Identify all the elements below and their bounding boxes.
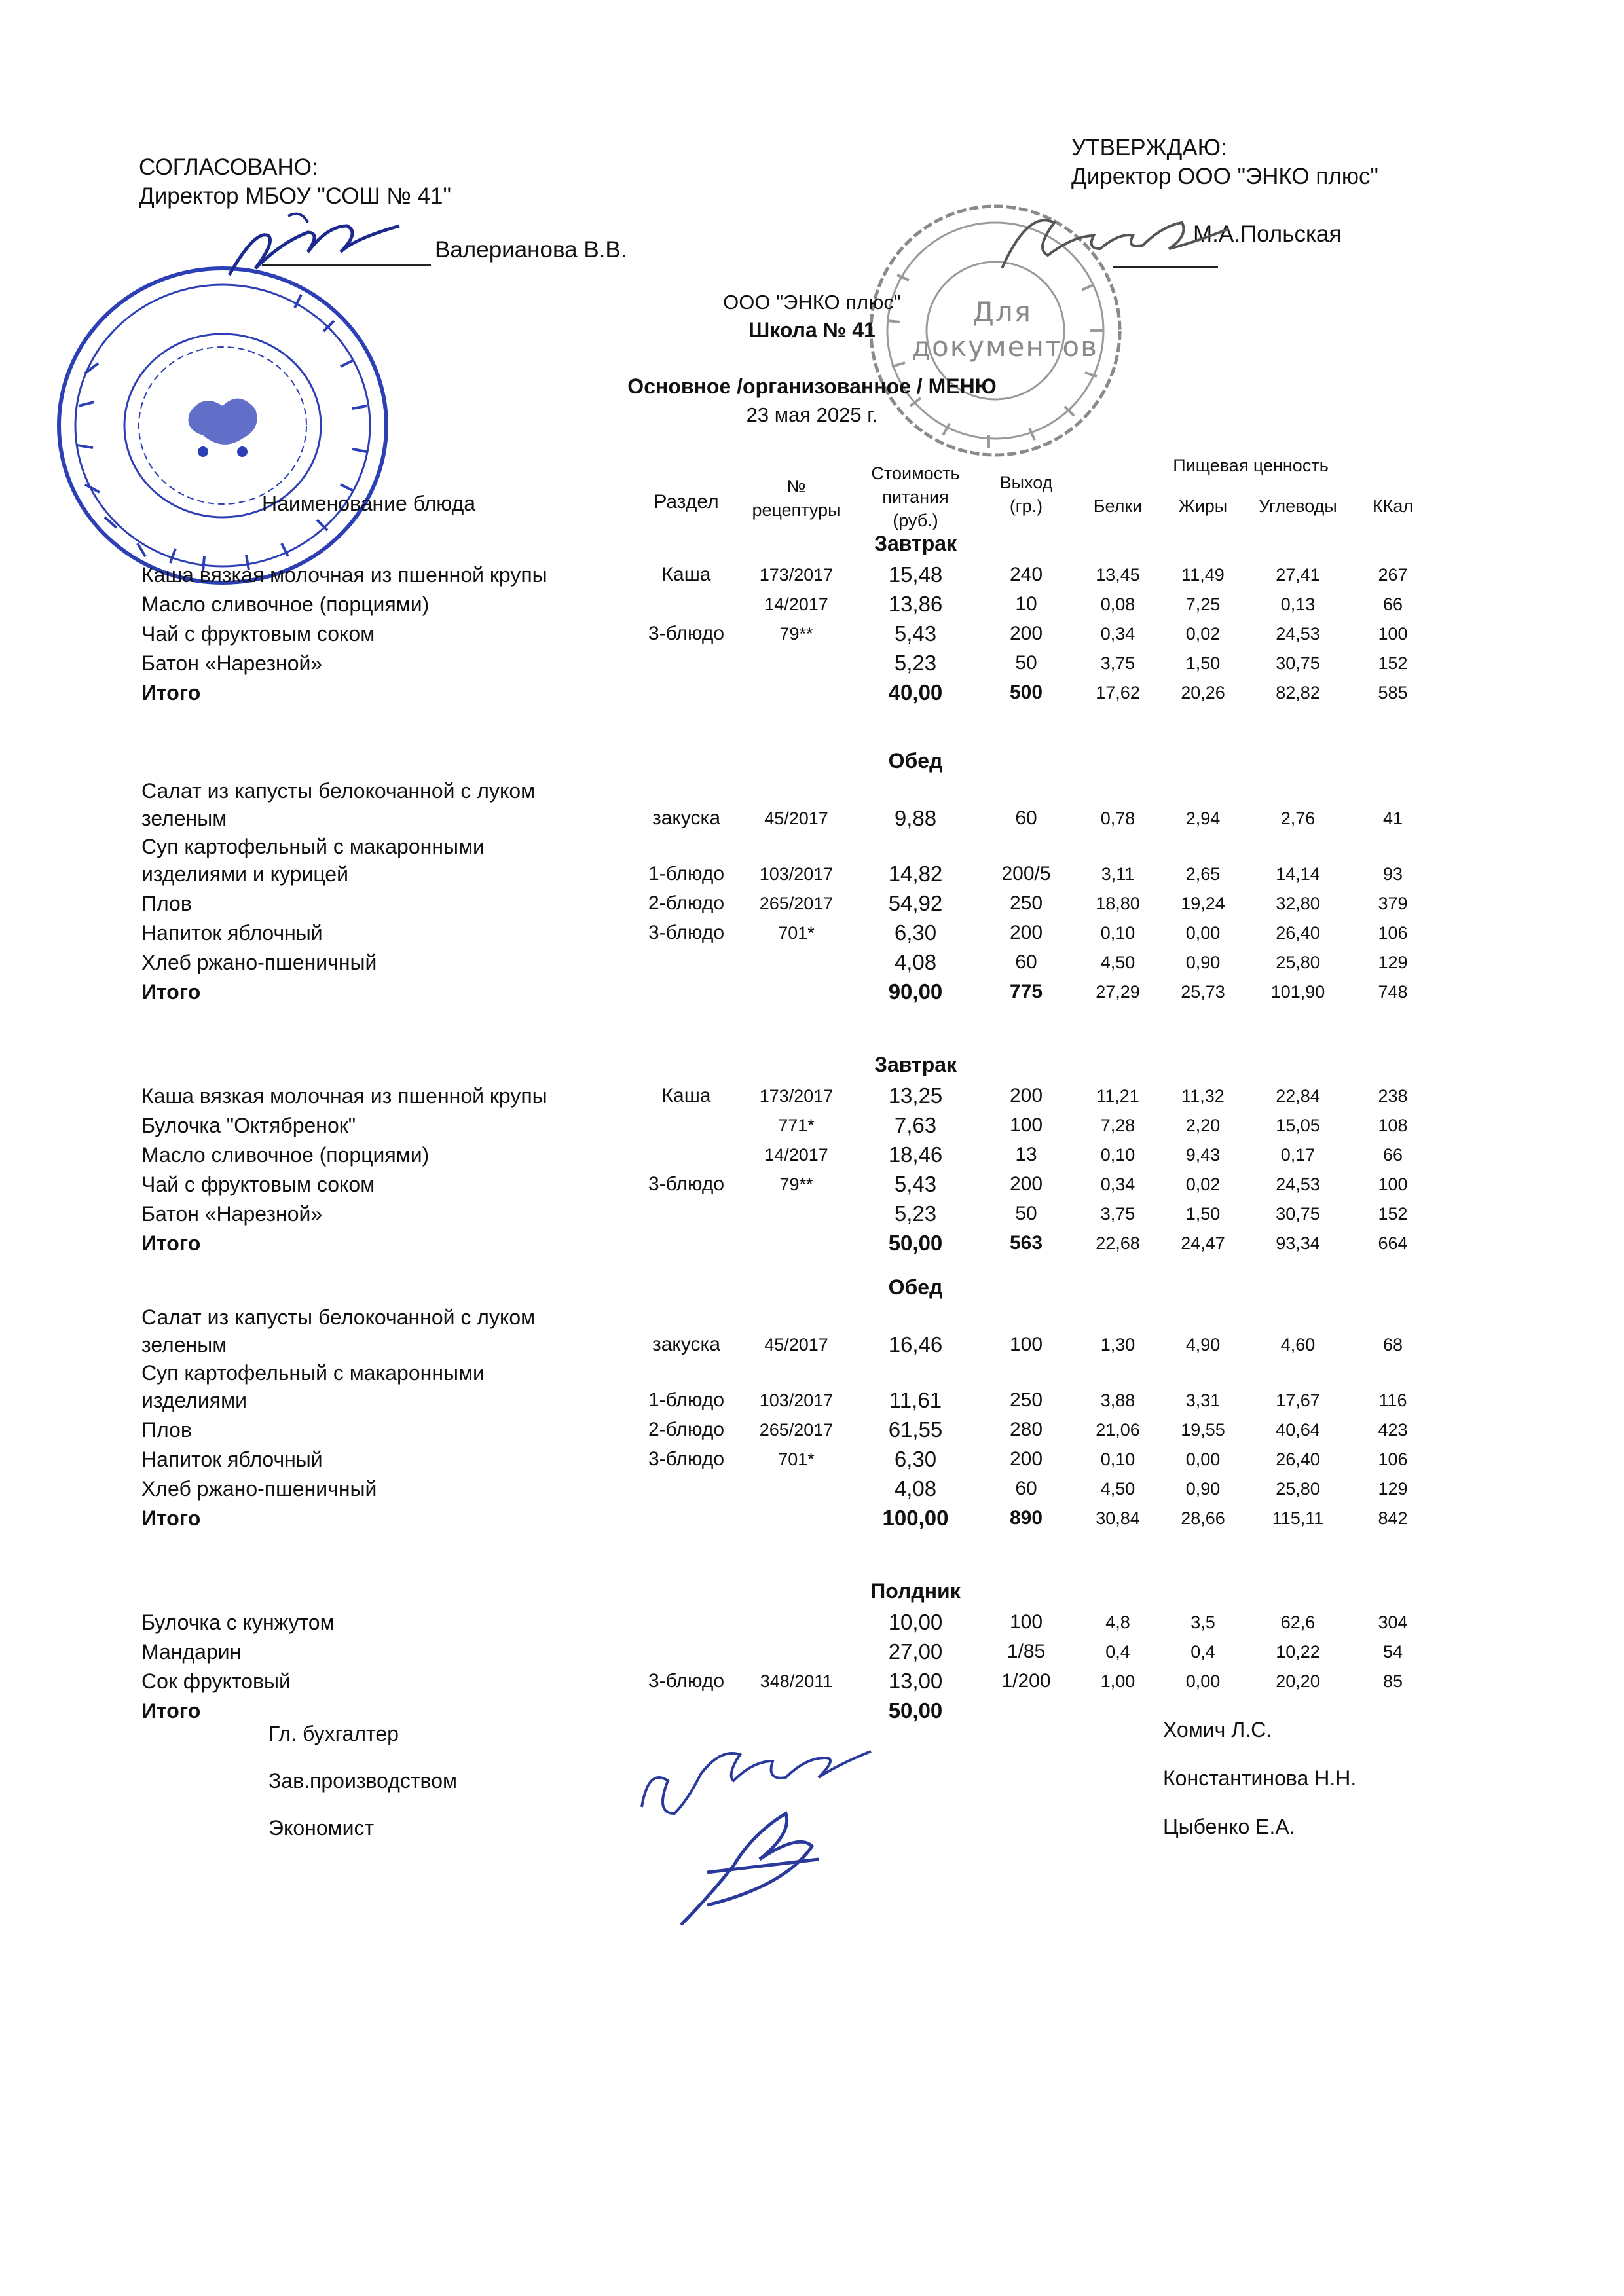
dish-row <box>0 1608 1624 1637</box>
cell-output: 240 <box>1009 564 1043 585</box>
dish-name: Напиток яблочный <box>141 921 323 945</box>
cell-fat: 9,43 <box>1185 1145 1221 1165</box>
cell-cost: 54,92 <box>888 891 943 915</box>
col-header-output-2: (гр.) <box>1009 496 1043 516</box>
cell-carbs: 82,82 <box>1276 683 1320 702</box>
dish-name: изделиями и курицей <box>141 862 348 886</box>
cell-kcal: 68 <box>1382 1335 1403 1355</box>
footer-name-economist: Цыбенко Е.А. <box>1163 1815 1295 1838</box>
cell-protein: 7,28 <box>1100 1116 1135 1135</box>
cell-kcal: 304 <box>1378 1613 1408 1632</box>
cell-protein: 0,78 <box>1100 809 1135 828</box>
cell-output: 100 <box>1009 1611 1043 1633</box>
dish-name-line1: Суп картофельный с макаронными <box>141 1361 485 1385</box>
cell-cost: 40,00 <box>888 680 943 704</box>
cell-output: 563 <box>1009 1232 1043 1254</box>
cell-cost: 5,43 <box>894 621 937 646</box>
dish-row <box>0 1082 1624 1110</box>
cell-output: 13 <box>1015 1144 1037 1165</box>
cell-fat: 3,31 <box>1185 1391 1221 1410</box>
cell-recipe: 265/2017 <box>759 1420 834 1440</box>
company-stamp-text-2: документов <box>912 331 1098 363</box>
cell-protein: 11,21 <box>1096 1086 1139 1106</box>
cell-section: 3-блюдо <box>648 623 725 644</box>
cell-kcal: 748 <box>1378 982 1408 1002</box>
director-signature-left <box>216 196 439 295</box>
cell-output: 1/200 <box>1001 1670 1051 1692</box>
cell-protein: 4,8 <box>1105 1613 1130 1632</box>
cell-recipe: 45/2017 <box>764 1335 828 1355</box>
cell-protein: 3,75 <box>1100 1204 1135 1224</box>
cell-section: 1-блюдо <box>648 863 725 884</box>
cell-cost: 100,00 <box>882 1506 949 1530</box>
dish-row <box>0 1361 1624 1415</box>
cell-section: закуска <box>652 1334 721 1355</box>
meal-section-title: Обед <box>888 749 943 773</box>
cell-protein: 1,00 <box>1100 1671 1135 1691</box>
meal-section-title: Завтрак <box>874 1053 957 1076</box>
cell-output: 60 <box>1015 807 1037 829</box>
cell-carbs: 62,6 <box>1280 1613 1316 1632</box>
cell-recipe: 265/2017 <box>759 894 834 913</box>
dish-row <box>0 1667 1624 1696</box>
cell-kcal: 585 <box>1378 683 1408 702</box>
cell-cost: 5,23 <box>894 651 937 675</box>
cell-cost: 13,00 <box>888 1669 943 1693</box>
footer-name-accountant: Хомич Л.С. <box>1163 1718 1272 1741</box>
dish-name: Каша вязкая молочная из пшенной крупы <box>141 1084 547 1108</box>
cell-recipe: 701* <box>778 1449 815 1469</box>
cell-carbs: 93,34 <box>1276 1233 1320 1253</box>
dish-row <box>0 1305 1624 1359</box>
meal-section-title: Обед <box>888 1275 943 1299</box>
cell-output: 500 <box>1009 682 1043 703</box>
cell-fat: 0,90 <box>1185 1479 1221 1499</box>
cell-fat: 11,32 <box>1181 1086 1225 1106</box>
cell-fat: 0,90 <box>1185 953 1221 972</box>
cell-output: 60 <box>1015 951 1037 973</box>
dish-row <box>0 948 1624 977</box>
cell-carbs: 10,22 <box>1276 1642 1320 1662</box>
dish-row <box>0 779 1624 833</box>
total-label: Итого <box>141 681 201 704</box>
cell-carbs: 14,14 <box>1276 864 1320 884</box>
cell-protein: 0,10 <box>1100 923 1135 943</box>
cell-fat: 0,02 <box>1185 1175 1221 1194</box>
cell-recipe: 45/2017 <box>764 809 828 828</box>
cell-cost: 14,82 <box>888 862 943 886</box>
col-header-name: Наименование блюда <box>262 492 476 515</box>
cell-section: 2-блюдо <box>648 892 725 914</box>
cell-fat: 2,20 <box>1185 1116 1221 1135</box>
cell-output: 50 <box>1015 652 1037 674</box>
meal-section-title: Завтрак <box>874 532 957 555</box>
menu-date: 23 мая 2025 г. <box>746 403 878 426</box>
footer-role-economist: Экономист <box>268 1816 375 1840</box>
menu-title: Основное /организованное / МЕНЮ <box>627 374 997 398</box>
cell-fat: 0,00 <box>1185 1671 1221 1691</box>
cell-cost: 6,30 <box>894 1447 937 1471</box>
dish-name: Булочка с кунжутом <box>141 1611 335 1634</box>
dish-row <box>0 889 1624 918</box>
cell-cost: 16,46 <box>888 1332 943 1357</box>
cell-carbs: 15,05 <box>1276 1116 1320 1135</box>
cell-cost: 13,86 <box>888 592 943 616</box>
dish-name: Чай с фруктовым соком <box>141 622 375 646</box>
dish-name: изделиями <box>141 1389 247 1412</box>
cell-recipe: 173/2017 <box>759 565 834 585</box>
cell-output: 10 <box>1015 593 1037 615</box>
cell-cost: 50,00 <box>888 1231 943 1255</box>
meal-section-title: Полдник <box>870 1579 961 1603</box>
total-label: Итого <box>141 980 201 1004</box>
cell-kcal: 66 <box>1382 1145 1403 1165</box>
cell-cost: 15,48 <box>888 562 943 587</box>
cell-output: 100 <box>1009 1334 1043 1355</box>
cell-output: 100 <box>1009 1114 1043 1136</box>
col-header-carbs: Углеводы <box>1259 496 1337 516</box>
footer-role-production: Зав.производством <box>268 1769 457 1793</box>
cell-kcal: 108 <box>1378 1116 1408 1135</box>
cell-section: закуска <box>652 807 721 829</box>
cell-recipe: 79** <box>779 624 813 644</box>
dish-name: Булочка "Октябренок" <box>141 1114 356 1137</box>
dish-name-line1: Салат из капусты белокочанной с луком <box>141 1305 536 1329</box>
dish-name: зеленым <box>141 1333 227 1357</box>
cell-carbs: 25,80 <box>1276 1479 1320 1499</box>
total-row <box>0 1229 1624 1258</box>
cell-kcal: 54 <box>1382 1642 1403 1662</box>
cell-carbs: 101,90 <box>1270 982 1325 1002</box>
total-row <box>0 977 1624 1006</box>
cell-section: 3-блюдо <box>648 1670 725 1692</box>
cell-fat: 3,5 <box>1190 1613 1215 1632</box>
col-header-cost-3: (руб.) <box>893 511 938 530</box>
cell-fat: 25,73 <box>1181 982 1225 1002</box>
cell-recipe: 348/2011 <box>760 1671 833 1691</box>
dish-name: Плов <box>141 892 192 915</box>
cell-fat: 4,90 <box>1185 1335 1221 1355</box>
dish-row <box>0 1474 1624 1503</box>
cell-section: 1-блюдо <box>648 1389 725 1411</box>
cell-carbs: 32,80 <box>1276 894 1320 913</box>
cell-kcal: 66 <box>1382 594 1403 614</box>
col-header-recipe-1: № <box>786 477 806 496</box>
cell-cost: 10,00 <box>888 1610 943 1634</box>
col-header-output-1: Выход <box>999 473 1053 492</box>
approval-right-role: Директор ООО "ЭНКО плюс" <box>1071 164 1378 189</box>
total-row <box>0 678 1624 707</box>
cell-cost: 5,43 <box>894 1172 937 1196</box>
cell-fat: 0,02 <box>1185 624 1221 644</box>
cell-cost: 5,23 <box>894 1201 937 1226</box>
col-header-section: Раздел <box>654 491 719 513</box>
cell-cost: 9,88 <box>894 806 937 830</box>
dish-row <box>0 649 1624 678</box>
dish-name: Батон «Нарезной» <box>141 1202 323 1226</box>
approval-left-title: СОГЛАСОВАНО: <box>139 155 318 180</box>
dish-row <box>0 835 1624 888</box>
cell-output: 250 <box>1009 892 1043 914</box>
dish-row <box>0 619 1624 648</box>
cell-carbs: 17,67 <box>1276 1391 1320 1410</box>
cell-section: 3-блюдо <box>648 922 725 943</box>
approval-right-name: М.А.Польская <box>1193 221 1342 247</box>
cell-cost: 4,08 <box>894 950 937 974</box>
cell-output: 200 <box>1009 922 1043 943</box>
dish-row <box>0 1199 1624 1228</box>
cell-protein: 0,4 <box>1105 1642 1130 1662</box>
cell-recipe: 79** <box>779 1175 813 1194</box>
col-header-cost-1: Стоимость <box>871 464 960 483</box>
dish-name: Каша вязкая молочная из пшенной крупы <box>141 563 547 587</box>
cell-output: 50 <box>1015 1203 1037 1224</box>
cell-protein: 0,34 <box>1100 1175 1135 1194</box>
cell-protein: 3,11 <box>1101 864 1135 884</box>
dish-row <box>0 560 1624 589</box>
cell-carbs: 26,40 <box>1276 923 1320 943</box>
dish-row <box>0 919 1624 947</box>
cell-recipe: 771* <box>778 1116 815 1135</box>
cell-protein: 0,08 <box>1100 594 1135 614</box>
cell-kcal: 100 <box>1378 1175 1408 1194</box>
approval-left-name: Валерианова В.В. <box>435 237 627 263</box>
dish-name: зеленым <box>141 807 227 830</box>
cell-carbs: 2,76 <box>1280 809 1316 828</box>
dish-row <box>0 1170 1624 1199</box>
cell-section: Каша <box>661 1085 711 1106</box>
cell-output: 775 <box>1009 981 1043 1002</box>
approval-left-role: Директор МБОУ "СОШ № 41" <box>139 183 451 209</box>
cell-section: 2-блюдо <box>648 1419 725 1440</box>
cell-fat: 2,65 <box>1185 864 1221 884</box>
dish-name: Хлеб ржано-пшеничный <box>141 1477 377 1501</box>
cell-protein: 21,06 <box>1096 1420 1140 1440</box>
cell-protein: 18,80 <box>1096 894 1140 913</box>
total-row <box>0 1696 1624 1725</box>
dish-name: Батон «Нарезной» <box>141 651 323 675</box>
cell-fat: 28,66 <box>1181 1508 1225 1528</box>
col-header-nutrition: Пищевая ценность <box>1173 456 1329 475</box>
cell-fat: 11,49 <box>1181 565 1225 585</box>
cell-protein: 0,34 <box>1100 624 1135 644</box>
dish-name: Масло сливочное (порциями) <box>141 1143 430 1167</box>
cell-cost: 11,61 <box>889 1388 942 1412</box>
cell-carbs: 24,53 <box>1276 1175 1320 1194</box>
cell-output: 200 <box>1009 1085 1043 1106</box>
cell-fat: 2,94 <box>1185 809 1221 828</box>
dish-name: Масло сливочное (порциями) <box>141 592 430 616</box>
cell-kcal: 267 <box>1378 565 1408 585</box>
school-name: Школа № 41 <box>748 318 876 342</box>
company-name: ООО "ЭНКО плюс" <box>723 291 901 314</box>
cell-output: 1/85 <box>1006 1641 1046 1662</box>
cell-protein: 4,50 <box>1100 953 1135 972</box>
cell-recipe: 173/2017 <box>759 1086 834 1106</box>
cell-carbs: 4,60 <box>1280 1335 1316 1355</box>
cell-carbs: 20,20 <box>1276 1671 1320 1691</box>
cell-cost: 7,63 <box>894 1113 937 1137</box>
cell-kcal: 238 <box>1378 1086 1408 1106</box>
cell-fat: 0,4 <box>1190 1642 1215 1662</box>
footer-name-production: Константинова Н.Н. <box>1163 1766 1357 1790</box>
cell-carbs: 30,75 <box>1276 653 1320 673</box>
cell-output: 200/5 <box>1001 863 1051 884</box>
cell-kcal: 100 <box>1378 624 1408 644</box>
cell-protein: 4,50 <box>1100 1479 1135 1499</box>
total-label: Итого <box>141 1231 201 1255</box>
cell-kcal: 85 <box>1382 1671 1403 1691</box>
cell-section: Каша <box>661 564 711 585</box>
col-header-cost-2: питания <box>882 487 949 507</box>
cell-cost: 61,55 <box>888 1417 943 1442</box>
dish-name-line1: Суп картофельный с макаронными <box>141 835 485 858</box>
dish-name: Мандарин <box>141 1640 242 1664</box>
cell-carbs: 22,84 <box>1276 1086 1320 1106</box>
cell-kcal: 152 <box>1378 1204 1408 1224</box>
cell-recipe: 14/2017 <box>764 594 828 614</box>
cell-recipe: 103/2017 <box>759 1391 834 1410</box>
dish-row <box>0 1140 1624 1169</box>
cell-fat: 19,55 <box>1181 1420 1225 1440</box>
cell-fat: 1,50 <box>1185 1204 1221 1224</box>
dish-name: Чай с фруктовым соком <box>141 1173 375 1196</box>
cell-section: 3-блюдо <box>648 1173 725 1195</box>
cell-section: 3-блюдо <box>648 1448 725 1470</box>
cell-output: 280 <box>1009 1419 1043 1440</box>
cell-fat: 1,50 <box>1185 653 1221 673</box>
director-signature-right <box>982 196 1257 282</box>
total-label: Итого <box>141 1699 201 1722</box>
cell-fat: 20,26 <box>1181 683 1225 702</box>
cell-carbs: 24,53 <box>1276 624 1320 644</box>
cell-protein: 30,84 <box>1096 1508 1140 1528</box>
cell-cost: 6,30 <box>894 920 937 945</box>
cell-protein: 22,68 <box>1096 1233 1140 1253</box>
dish-name-line1: Салат из капусты белокочанной с луком <box>141 779 536 803</box>
cell-kcal: 842 <box>1378 1508 1408 1528</box>
cell-protein: 0,10 <box>1100 1449 1135 1469</box>
total-label: Итого <box>141 1506 201 1530</box>
cell-kcal: 129 <box>1378 953 1408 972</box>
cell-output: 60 <box>1015 1478 1037 1499</box>
cell-carbs: 26,40 <box>1276 1449 1320 1469</box>
col-header-protein: Белки <box>1093 496 1143 516</box>
dish-name: Хлеб ржано-пшеничный <box>141 951 377 974</box>
cell-kcal: 379 <box>1378 894 1408 913</box>
cell-fat: 7,25 <box>1185 594 1221 614</box>
cell-carbs: 25,80 <box>1276 953 1320 972</box>
approval-right-title: УТВЕРЖДАЮ: <box>1071 135 1227 160</box>
cell-carbs: 115,11 <box>1272 1508 1324 1528</box>
cell-cost: 50,00 <box>888 1698 943 1722</box>
cell-output: 200 <box>1009 1448 1043 1470</box>
cell-cost: 4,08 <box>894 1476 937 1501</box>
cell-recipe: 14/2017 <box>764 1145 828 1165</box>
cell-protein: 17,62 <box>1096 683 1140 702</box>
cell-carbs: 0,13 <box>1280 594 1316 614</box>
cell-protein: 1,30 <box>1100 1335 1135 1355</box>
cell-kcal: 152 <box>1378 653 1408 673</box>
footer-signatures <box>629 1741 891 1938</box>
col-header-kcal: ККал <box>1372 496 1414 516</box>
cell-recipe: 701* <box>778 923 815 943</box>
cell-fat: 0,00 <box>1185 923 1221 943</box>
cell-carbs: 30,75 <box>1276 1204 1320 1224</box>
cell-fat: 19,24 <box>1181 894 1225 913</box>
dish-name: Сок фруктовый <box>141 1669 291 1693</box>
company-stamp-text-1: Для <box>972 296 1032 328</box>
cell-protein: 13,45 <box>1096 565 1140 585</box>
cell-output: 200 <box>1009 623 1043 644</box>
col-header-recipe-2: рецептуры <box>752 500 841 520</box>
total-row <box>0 1504 1624 1533</box>
dish-row <box>0 1415 1624 1444</box>
cell-protein: 27,29 <box>1096 982 1140 1002</box>
col-header-fat: Жиры <box>1178 496 1228 516</box>
cell-kcal: 106 <box>1378 1449 1408 1469</box>
cell-protein: 3,88 <box>1100 1391 1135 1410</box>
dish-row <box>0 1637 1624 1666</box>
cell-kcal: 106 <box>1378 923 1408 943</box>
cell-output: 200 <box>1009 1173 1043 1195</box>
cell-cost: 90,00 <box>888 979 943 1004</box>
dish-row <box>0 1111 1624 1140</box>
cell-cost: 13,25 <box>888 1084 943 1108</box>
cell-kcal: 664 <box>1378 1233 1408 1253</box>
cell-fat: 0,00 <box>1185 1449 1221 1469</box>
cell-output: 250 <box>1009 1389 1043 1411</box>
dish-row <box>0 1445 1624 1474</box>
cell-kcal: 129 <box>1378 1479 1408 1499</box>
cell-fat: 24,47 <box>1181 1233 1225 1253</box>
dish-name: Плов <box>141 1418 192 1442</box>
cell-carbs: 27,41 <box>1276 565 1320 585</box>
cell-recipe: 103/2017 <box>759 864 834 884</box>
dish-name: Напиток яблочный <box>141 1448 323 1471</box>
cell-kcal: 41 <box>1382 809 1403 828</box>
cell-output: 890 <box>1009 1507 1043 1529</box>
cell-carbs: 0,17 <box>1280 1145 1316 1165</box>
cell-protein: 0,10 <box>1100 1145 1135 1165</box>
cell-kcal: 423 <box>1378 1420 1408 1440</box>
cell-protein: 3,75 <box>1100 653 1135 673</box>
cell-cost: 18,46 <box>888 1142 943 1167</box>
cell-cost: 27,00 <box>888 1639 943 1664</box>
cell-kcal: 116 <box>1378 1391 1407 1410</box>
footer-role-accountant: Гл. бухгалтер <box>268 1722 399 1745</box>
dish-row <box>0 590 1624 619</box>
cell-kcal: 93 <box>1382 864 1403 884</box>
cell-carbs: 40,64 <box>1276 1420 1320 1440</box>
